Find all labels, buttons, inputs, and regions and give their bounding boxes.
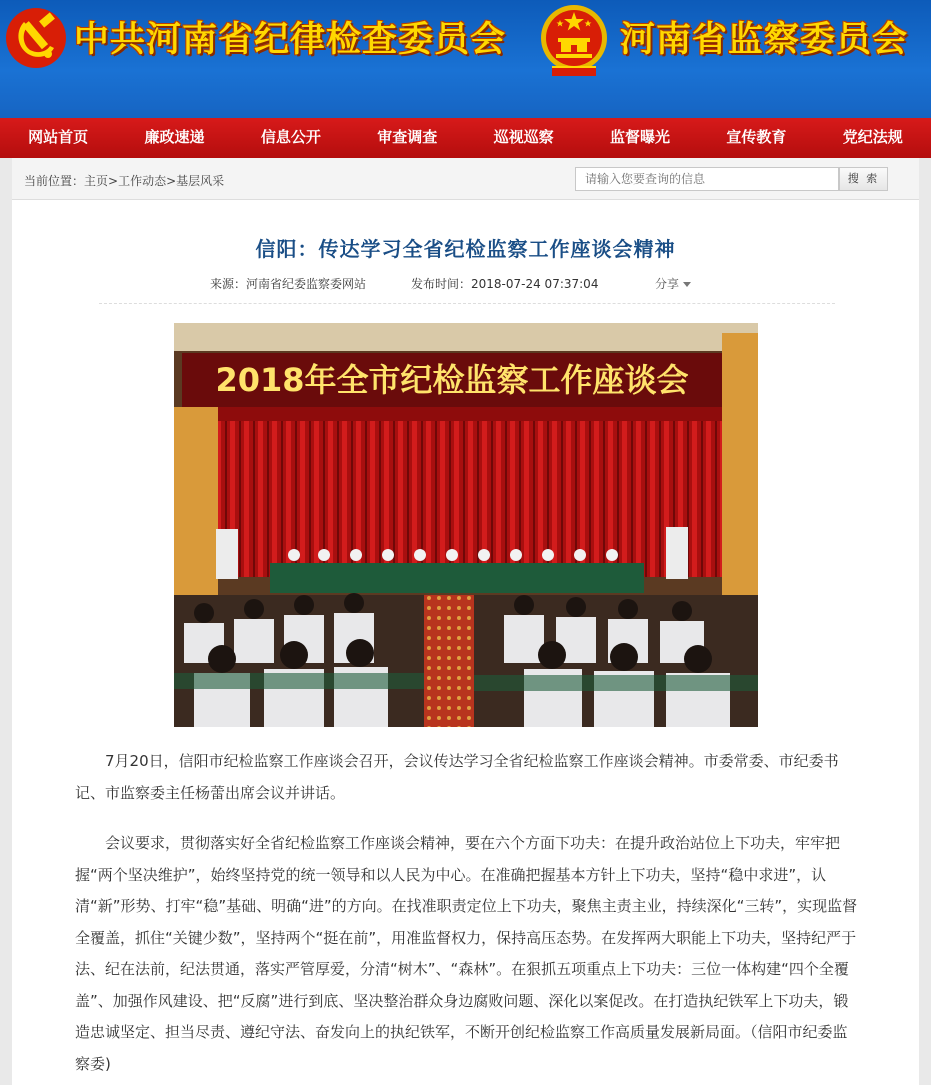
share-label: 分享	[655, 277, 680, 291]
article-source: 来源：河南省纪委监察委网站	[210, 277, 367, 291]
article-photo	[174, 323, 758, 727]
breadcrumb-item-home[interactable]: 主页	[84, 174, 109, 188]
nav-item-news[interactable]: 廉政速递	[144, 128, 205, 146]
article-card	[12, 200, 919, 1085]
article-paragraph: 会议要求，贯彻落实好全省纪检监察工作座谈会精神，要在六个方面下功夫：在提升政治站位上下功夫，牢牢把握“两个坚决维护”，始终坚持党的统一领导和以人民为中心。在准确把握基本方针上下功夫，坚持“稳中求进”，认清“新”形势、打牢“稳”基础、明确“进”的方向。在找准职责定位上下功夫，聚焦主责主业，持续深化“三转”，实现监督全覆盖，抓住“关键少数”，坚持两个“挺在前”，用准监督权力，保持高压态势。在发挥两大职能上下功夫，坚持纪严于法、纪在法前，纪法贯通，落实严管厚爱，分清“树木”、“森林”。在狠抓五项重点上下功夫：三位一体构建“四个全覆盖”、加强作风建设、把“反腐”进行到底、坚决整治群众身边腐败问题、深化以案促改。在打造执纪铁军上下功夫，锻造忠诚坚定、担当尽责、遵纪守法、奋发向上的执纪铁军，不断开创纪检监察工作高质量发展新局面。（信阳市纪委监察委)	[75, 834, 858, 1073]
chevron-down-icon	[683, 282, 691, 287]
nav-item-exposure[interactable]: 监督曝光	[610, 128, 671, 146]
nav-item-home[interactable]: 网站首页	[28, 128, 89, 146]
site-header	[0, 0, 931, 118]
nav-item-disclosure[interactable]: 信息公开	[260, 128, 321, 146]
breadcrumb-bar	[12, 158, 919, 200]
breadcrumb-separator: >	[108, 174, 119, 188]
party-emblem-icon	[4, 6, 68, 70]
nav-item-regulations[interactable]: 党纪法规	[842, 128, 903, 146]
search-input[interactable]	[575, 167, 839, 191]
divider	[99, 303, 835, 304]
main-nav	[0, 118, 931, 158]
nav-item-inspection[interactable]: 巡视巡察	[493, 128, 554, 146]
site-title-right: 河南省监察委员会	[620, 20, 909, 60]
breadcrumb-separator: >	[166, 174, 177, 188]
article-title: 信阳：传达学习全省纪检监察工作座谈会精神	[255, 237, 676, 261]
national-emblem-icon	[538, 2, 610, 78]
search-button[interactable]: 搜 索	[839, 167, 888, 191]
article-published-time: 发布时间：2018-07-24 07:37:04	[411, 277, 599, 291]
share-button[interactable]	[655, 275, 691, 292]
nav-item-investigation[interactable]: 审查调查	[377, 128, 438, 146]
nav-item-education[interactable]: 宣传教育	[726, 128, 787, 146]
breadcrumb-item-work-news[interactable]: 工作动态	[118, 174, 167, 188]
banner-text: 2018年全市纪检监察工作座谈会	[215, 361, 689, 399]
site-title-left: 中共河南省纪律检查委员会	[74, 20, 507, 60]
breadcrumb-label: 当前位置：	[24, 174, 85, 188]
article-paragraph: 7月20日，信阳市纪检监察工作座谈会召开，会议传达学习全省纪检监察工作座谈会精神。市委常委、市纪委书记、市监察委主任杨蕾出席会议并讲话。	[75, 752, 839, 802]
breadcrumb	[24, 172, 224, 189]
breadcrumb-item-grassroots[interactable]: 基层风采	[176, 174, 225, 188]
